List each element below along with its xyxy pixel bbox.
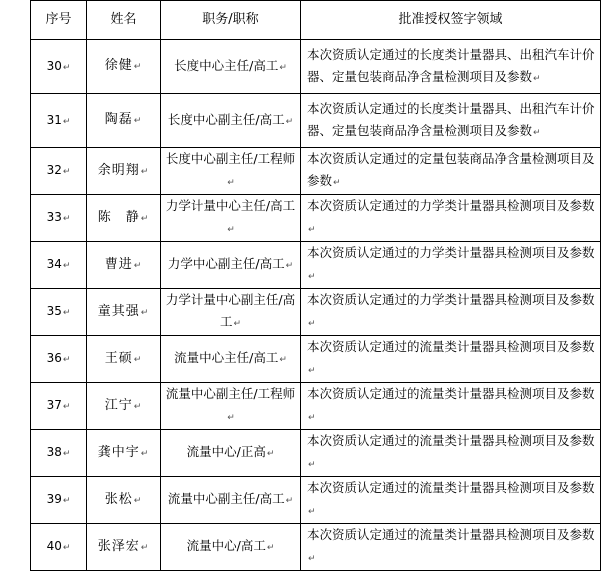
paragraph-mark-icon: ↵ <box>62 62 71 73</box>
paragraph-mark-icon: ↵ <box>285 496 294 506</box>
table-row <box>31 336 601 383</box>
paragraph-mark-icon: ↵ <box>227 413 235 423</box>
cell-scope <box>301 524 601 571</box>
paragraph-mark-icon: ↵ <box>285 116 294 127</box>
cell-name <box>87 40 161 94</box>
cell-title <box>161 336 301 383</box>
cell-seq <box>31 40 87 94</box>
cell-name-text: 童其强 <box>97 303 140 319</box>
cell-name-text: 王硕 <box>104 350 133 366</box>
table-row <box>31 430 601 477</box>
cell-name <box>87 336 161 383</box>
table-row <box>31 524 601 571</box>
table-body <box>31 40 601 571</box>
paragraph-mark-icon: ↵ <box>140 307 150 318</box>
cell-scope-text: 本次资质认定通过的长度类计量器具、出租汽车计价器、定量包装商品净含量检测项目及参数 <box>307 46 595 84</box>
paragraph-mark-icon: ↵ <box>133 401 143 412</box>
paragraph-mark-icon: ↵ <box>140 542 150 553</box>
paragraph-mark-icon: ↵ <box>62 402 71 412</box>
cell-seq-text: 38 <box>46 445 62 459</box>
table-row <box>31 40 601 94</box>
paragraph-mark-icon: ↵ <box>133 62 143 72</box>
paragraph-mark-icon: ↵ <box>533 73 541 84</box>
cell-seq-text: 36 <box>46 351 62 365</box>
cell-title-text: 流量中心副主任/高工 <box>167 491 285 506</box>
cell-seq <box>31 477 87 524</box>
cell-scope <box>301 94 601 148</box>
cell-scope <box>301 195 601 242</box>
cell-title <box>161 195 301 242</box>
cell-title-text: 流量中心/正高 <box>186 444 266 459</box>
paragraph-mark-icon: ↵ <box>266 449 275 459</box>
cell-title <box>161 383 301 430</box>
table-header-row <box>31 1 601 40</box>
table-row <box>31 289 601 336</box>
cell-seq <box>31 94 87 148</box>
cell-title-text: 长度中心主任/高工 <box>174 57 279 73</box>
cell-title <box>161 40 301 94</box>
cell-seq-text: 35 <box>46 304 62 318</box>
paragraph-mark-icon: ↵ <box>279 62 287 73</box>
cell-name <box>87 242 161 289</box>
cell-name <box>87 383 161 430</box>
table-row <box>31 94 601 148</box>
cell-name-text: 陶磊 <box>104 112 133 127</box>
table-row <box>31 383 601 430</box>
cell-seq-text: 39 <box>46 492 62 506</box>
paragraph-mark-icon: ↵ <box>62 308 71 318</box>
paragraph-mark-icon: ↵ <box>133 495 143 506</box>
cell-title <box>161 148 301 195</box>
cell-scope <box>301 336 601 383</box>
cell-title <box>161 242 301 289</box>
cell-scope-text: 本次资质认定通过的定量包装商品净含量检测项目及参数 <box>307 151 595 188</box>
cell-seq <box>31 430 87 477</box>
cell-name-text: 余明翔 <box>97 162 140 178</box>
cell-title <box>161 94 301 148</box>
table-row <box>31 148 601 195</box>
paragraph-mark-icon: ↵ <box>308 554 316 564</box>
paragraph-mark-icon: ↵ <box>308 366 316 376</box>
paragraph-mark-icon: ↵ <box>62 543 71 553</box>
cell-title <box>161 477 301 524</box>
cell-scope-text: 本次资质认定通过的流量类计量器具检测项目及参数 <box>307 386 595 401</box>
header-name: 姓名 <box>87 1 161 40</box>
paragraph-mark-icon: ↵ <box>62 355 71 365</box>
cell-scope-text: 本次资质认定通过的力学类计量器具检测项目及参数 <box>307 198 595 213</box>
table-row <box>31 195 601 242</box>
cell-scope-text: 本次资质认定通过的流量类计量器具检测项目及参数 <box>307 339 595 354</box>
paragraph-mark-icon: ↵ <box>333 178 341 188</box>
cell-scope-text: 本次资质认定通过的力学类计量器具检测项目及参数 <box>307 292 595 307</box>
cell-title-text: 力学计量中心主任/高工 <box>165 198 296 213</box>
cell-scope-text: 本次资质认定通过的流量类计量器具检测项目及参数 <box>307 480 595 495</box>
cell-title-text: 力学中心副主任/高工 <box>167 256 285 271</box>
cell-scope-text: 本次资质认定通过的流量类计量器具检测项目及参数 <box>307 527 595 542</box>
cell-title <box>161 430 301 477</box>
paragraph-mark-icon: ↵ <box>62 261 71 271</box>
cell-name <box>87 148 161 195</box>
signatory-table <box>30 0 601 571</box>
cell-name-text: 徐健 <box>104 58 133 73</box>
cell-seq-text: 30 <box>46 58 62 73</box>
paragraph-mark-icon: ↵ <box>133 354 143 365</box>
cell-name-text: 陈 静 <box>97 209 140 225</box>
header-scope: 批准授权签字领域 <box>301 1 601 40</box>
cell-name <box>87 195 161 242</box>
paragraph-mark-icon: ↵ <box>133 116 143 126</box>
cell-seq <box>31 383 87 430</box>
paragraph-mark-icon: ↵ <box>533 127 541 138</box>
cell-scope-text: 本次资质认定通过的力学类计量器具检测项目及参数 <box>307 245 595 260</box>
paragraph-mark-icon: ↵ <box>227 178 235 188</box>
cell-scope-text: 本次资质认定通过的流量类计量器具检测项目及参数 <box>307 433 595 448</box>
header-seq: 序号 <box>31 1 87 40</box>
cell-scope <box>301 430 601 477</box>
paragraph-mark-icon: ↵ <box>133 260 143 271</box>
cell-seq <box>31 195 87 242</box>
cell-seq-text: 34 <box>46 257 62 271</box>
header-title: 职务/职称 <box>161 1 301 40</box>
cell-seq <box>31 524 87 571</box>
cell-name <box>87 94 161 148</box>
cell-name-text: 江宁 <box>104 397 133 413</box>
cell-seq-text: 40 <box>46 539 62 553</box>
cell-title <box>161 524 301 571</box>
paragraph-mark-icon: ↵ <box>308 225 316 235</box>
cell-scope <box>301 383 601 430</box>
paragraph-mark-icon: ↵ <box>227 225 235 235</box>
cell-seq <box>31 148 87 195</box>
cell-title-text: 流量中心主任/高工 <box>174 350 279 365</box>
cell-scope <box>301 477 601 524</box>
cell-seq <box>31 336 87 383</box>
paragraph-mark-icon: ↵ <box>279 355 287 365</box>
cell-seq-text: 33 <box>46 210 62 224</box>
paragraph-mark-icon: ↵ <box>62 116 71 127</box>
cell-name <box>87 430 161 477</box>
cell-scope <box>301 289 601 336</box>
cell-scope-text: 本次资质认定通过的长度类计量器具、出租汽车计价器、定量包装商品净含量检测项目及参数 <box>307 100 595 138</box>
cell-title-text: 力学计量中心副主任/高工 <box>165 292 296 329</box>
paragraph-mark-icon: ↵ <box>266 543 275 553</box>
cell-title-text: 流量中心副主任/工程师 <box>165 386 296 401</box>
paragraph-mark-icon: ↵ <box>140 448 150 459</box>
paragraph-mark-icon: ↵ <box>62 496 71 506</box>
cell-title-text: 长度中心副主任/工程师 <box>165 151 296 166</box>
cell-title-text: 流量中心/高工 <box>186 538 266 553</box>
paragraph-mark-icon: ↵ <box>308 272 316 282</box>
cell-name-text: 曹进 <box>104 256 133 272</box>
cell-seq-text: 37 <box>46 398 62 412</box>
paragraph-mark-icon: ↵ <box>62 449 71 459</box>
paragraph-mark-icon: ↵ <box>62 167 71 177</box>
cell-title <box>161 289 301 336</box>
paragraph-mark-icon: ↵ <box>308 319 316 329</box>
cell-name <box>87 289 161 336</box>
cell-title-text: 长度中心副主任/高工 <box>167 111 285 127</box>
cell-scope <box>301 40 601 94</box>
cell-scope <box>301 242 601 289</box>
cell-seq <box>31 289 87 336</box>
paragraph-mark-icon: ↵ <box>308 507 316 517</box>
paragraph-mark-icon: ↵ <box>233 319 242 329</box>
cell-scope <box>301 148 601 195</box>
cell-name <box>87 477 161 524</box>
table-row <box>31 477 601 524</box>
table-row <box>31 242 601 289</box>
cell-seq-text: 31 <box>46 112 62 127</box>
cell-seq <box>31 242 87 289</box>
cell-seq-text: 32 <box>46 163 62 177</box>
cell-name-text: 龚中宇 <box>97 444 140 460</box>
paragraph-mark-icon: ↵ <box>285 261 294 271</box>
cell-name-text: 张松 <box>104 491 133 507</box>
cell-name <box>87 524 161 571</box>
paragraph-mark-icon: ↵ <box>140 213 150 224</box>
paragraph-mark-icon: ↵ <box>140 166 150 177</box>
paragraph-mark-icon: ↵ <box>308 413 316 423</box>
paragraph-mark-icon: ↵ <box>62 214 71 224</box>
cell-name-text: 张泽宏 <box>97 538 140 554</box>
paragraph-mark-icon: ↵ <box>308 460 316 470</box>
